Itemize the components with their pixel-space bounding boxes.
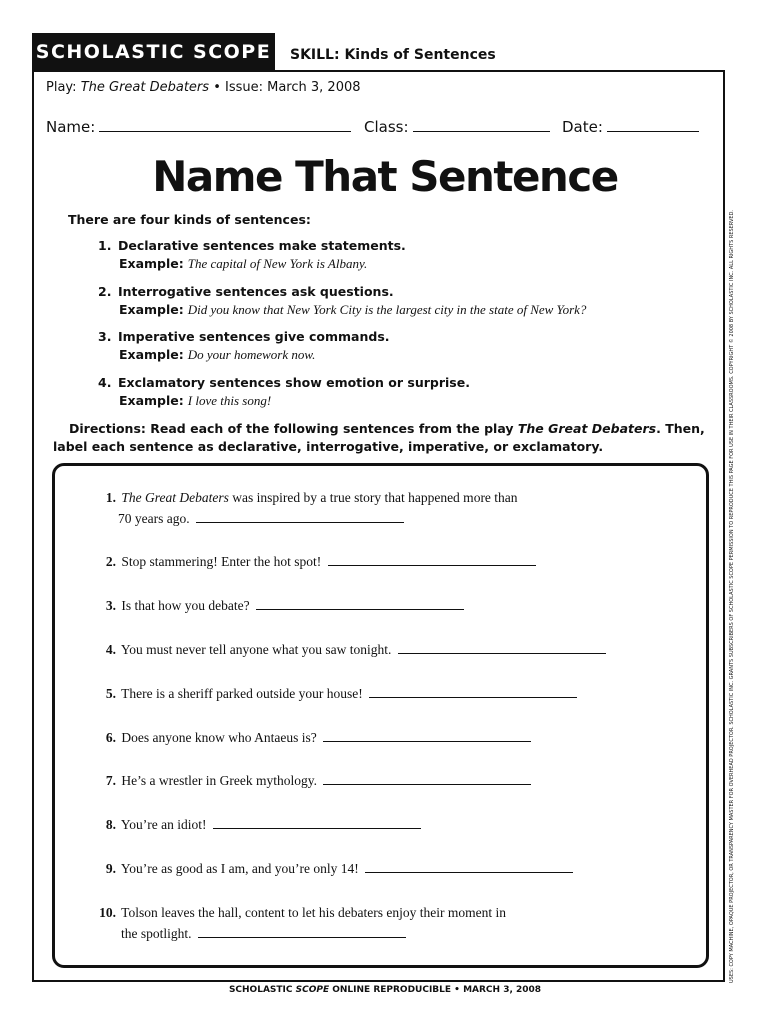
- example-text: Did you know that New York City is the largest city in the state of New York?: [187, 302, 587, 317]
- example-label: Example:: [119, 256, 184, 271]
- question-text: You’re an idiot!: [120, 817, 207, 832]
- page-title: Name That Sentence: [152, 152, 618, 201]
- question-item: [88, 595, 648, 616]
- kind-item: [98, 284, 587, 318]
- kind-number: 2.: [98, 284, 112, 299]
- answer-blank[interactable]: [365, 860, 573, 873]
- question-item: [88, 858, 648, 879]
- example-label: Example:: [119, 347, 184, 362]
- class-label: Class:: [364, 118, 409, 136]
- question-item: [88, 770, 648, 791]
- question-number: 3.: [105, 598, 116, 613]
- date-field[interactable]: [562, 118, 699, 136]
- kind-description: Declarative sentences make statements.: [118, 238, 406, 253]
- question-text: Stop stammering! Enter the hot spot!: [121, 554, 322, 569]
- date-label: Date:: [562, 118, 603, 136]
- kind-number: 4.: [98, 375, 112, 390]
- date-blank[interactable]: [607, 119, 699, 132]
- question-text-cont: the spotlight.: [121, 926, 192, 941]
- example-text: I love this song!: [187, 393, 272, 408]
- example-label: Example:: [119, 393, 184, 408]
- name-label: Name:: [46, 118, 96, 136]
- kind-description: Exclamatory sentences show emotion or surprise.: [118, 375, 470, 390]
- footer: [0, 985, 770, 995]
- question-item: [88, 639, 648, 660]
- question-text: Tolson leaves the hall, content to let his debaters enjoy their moment in: [121, 905, 506, 920]
- class-blank[interactable]: [413, 119, 550, 132]
- question-text: was inspired by a true story that happened more than: [228, 490, 518, 505]
- play-issue-line: [46, 80, 361, 95]
- question-text: Is that how you debate?: [121, 598, 250, 613]
- name-field[interactable]: [46, 118, 351, 136]
- kind-item: [98, 329, 390, 363]
- answer-blank[interactable]: [196, 510, 404, 523]
- question-number: 4.: [105, 642, 116, 657]
- kind-item: [98, 375, 470, 409]
- question-number: 8.: [105, 817, 116, 832]
- answer-blank[interactable]: [198, 925, 406, 938]
- question-number: 2.: [105, 554, 116, 569]
- question-text: You’re as good as I am, and you’re only 14!: [120, 861, 359, 876]
- question-number: 1.: [105, 490, 116, 505]
- kind-number: 1.: [98, 238, 112, 253]
- directions-text: Read each of the following sentences from the play: [145, 421, 518, 436]
- example-text: The capital of New York is Albany.: [187, 256, 368, 271]
- directions: [53, 420, 718, 456]
- question-item: [88, 551, 648, 572]
- kind-item: [98, 238, 406, 272]
- directions-label: Directions:: [69, 421, 146, 436]
- question-item: [88, 727, 648, 748]
- question-item: [88, 487, 648, 529]
- answer-blank[interactable]: [213, 816, 421, 829]
- example-text: Do your homework now.: [187, 347, 316, 362]
- question-number: 6.: [105, 730, 116, 745]
- answer-blank[interactable]: [369, 685, 577, 698]
- question-text: There is a sheriff parked outside your house!: [121, 686, 363, 701]
- directions-play-title: The Great Debaters: [517, 421, 657, 436]
- kind-number: 3.: [98, 329, 112, 344]
- name-blank[interactable]: [99, 119, 351, 132]
- answer-blank[interactable]: [398, 641, 606, 654]
- footer-text: SCHOLASTIC: [228, 985, 296, 995]
- directions-text-end: . Then, label each sentence as declarative, interrogative, imperative, or exclamatory.: [53, 421, 705, 454]
- question-number: 5.: [105, 686, 116, 701]
- question-item: [88, 814, 648, 835]
- intro-text: There are four kinds of sentences:: [68, 212, 311, 227]
- issue-date: • Issue: March 3, 2008: [209, 80, 361, 95]
- play-prefix: Play:: [46, 80, 81, 95]
- skill-label: SKILL: Kinds of Sentences: [290, 47, 496, 63]
- kind-description: Interrogative sentences ask questions.: [118, 284, 394, 299]
- questions-box: [52, 463, 709, 968]
- answer-blank[interactable]: [328, 553, 536, 566]
- kind-description: Imperative sentences give commands.: [118, 329, 390, 344]
- class-field[interactable]: [364, 118, 550, 136]
- example-label: Example:: [119, 302, 184, 317]
- question-item: [88, 683, 648, 704]
- question-text-cont: 70 years ago.: [118, 511, 190, 526]
- question-text: He’s a wrestler in Greek mythology.: [121, 773, 317, 788]
- question-italic: The Great Debaters: [121, 490, 229, 505]
- footer-scope: SCOPE: [295, 985, 330, 995]
- answer-blank[interactable]: [323, 772, 531, 785]
- question-number: 7.: [105, 773, 116, 788]
- question-number: 9.: [105, 861, 116, 876]
- question-text: Does anyone know who Antaeus is?: [121, 730, 317, 745]
- copyright-side-note: USES: COPY MACHINE, OPAQUE PROJECTOR, OR TRANSPARENCY MASTER FOR OVERHEAD PROJECTOR. SCHOLASTIC INC. GRANTS SUBSCRIBERS OF SCHOLASTIC SCOPE PERMISSION TO REPRODUCE THIS PAGE FOR USE IN THEIR CLASSROOMS. COPYRIGHT © 2008 BY SCHOLASTIC INC. ALL RIGHTS RESERVED.: [729, 209, 735, 983]
- answer-blank[interactable]: [256, 597, 464, 610]
- brand-logo: SCHOLASTIC SCOPE: [32, 33, 275, 71]
- question-text: You must never tell anyone what you saw tonight.: [120, 642, 392, 657]
- play-title: The Great Debaters: [80, 80, 210, 95]
- answer-blank[interactable]: [323, 729, 531, 742]
- question-item: [88, 902, 648, 944]
- footer-date: ONLINE REPRODUCIBLE • MARCH 3, 2008: [329, 985, 542, 995]
- question-number: 10.: [99, 905, 116, 920]
